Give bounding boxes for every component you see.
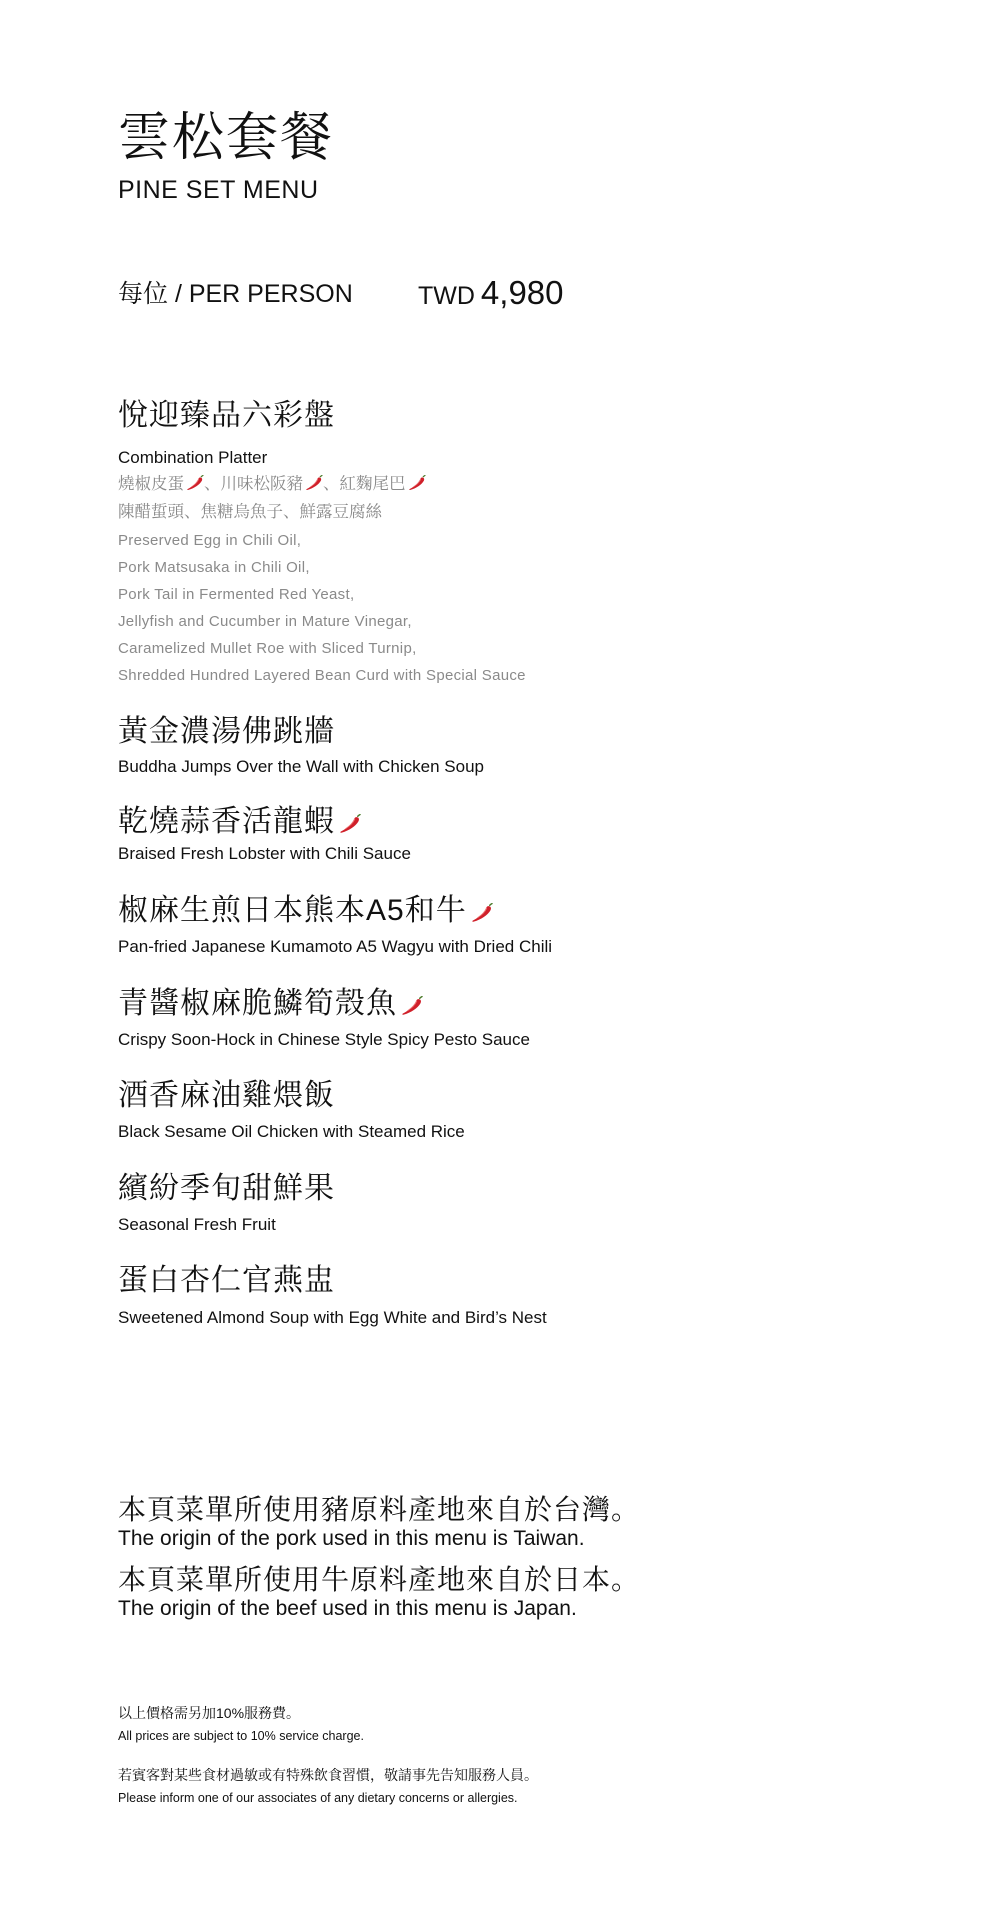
chili-pepper-icon [305, 475, 323, 491]
dish-name-en: Buddha Jumps Over the Wall with Chicken Soup [118, 757, 484, 776]
allergy-note-zh: 若賓客對某些食材過敏或有特殊飲食習慣，敬請事先告知服務人員。 [118, 1767, 538, 1783]
menu-title-en: PINE SET MENU [118, 176, 319, 204]
dish-name-zh [118, 989, 423, 1019]
combination-name-zh: 悅迎臻品六彩盤 [118, 399, 335, 432]
origin-note-zh: 本頁菜單所使用牛原料產地來自於日本。 [118, 1564, 641, 1595]
allergy-note-en: Please inform one of our associates of any dietary concerns or allergies. [118, 1791, 518, 1805]
combination-item-zh: 、紅麴尾巴 [323, 475, 406, 493]
combination-item-en: Preserved Egg in Chili Oil, [118, 532, 302, 549]
origin-note-en: The origin of the pork used in this menu is Taiwan. [118, 1527, 585, 1550]
dish-name-en: Crispy Soon-Hock in Chinese Style Spicy Pesto Sauce [118, 1030, 530, 1049]
combination-item-en: Pork Tail in Fermented Red Yeast, [118, 586, 355, 603]
dish-name-en: Braised Fresh Lobster with Chili Sauce [118, 844, 411, 863]
price-currency: TWD [418, 282, 475, 310]
dish-name-zh: 黃金濃湯佛跳牆 [118, 715, 335, 748]
price-amount: 4,980 [480, 274, 564, 311]
combination-item-en: Shredded Hundred Layered Bean Curd with Special Sauce [118, 667, 526, 684]
chili-pepper-icon [339, 814, 361, 834]
chili-pepper-icon [401, 996, 423, 1016]
combination-items-zh-line2: 陳醋蜇頭、焦糖烏魚子、鮮露豆腐絲 [118, 503, 382, 521]
dish-name-en: Pan-fried Japanese Kumamoto A5 Wagyu with Dried Chili [118, 937, 553, 956]
dish-name-zh-text: 青醬椒麻脆鱗筍殼魚 [118, 987, 397, 1020]
combination-item-zh: 、川味松阪豬 [204, 475, 303, 493]
chili-pepper-icon [408, 475, 426, 491]
dish-name-zh: 蛋白杏仁官燕盅 [118, 1264, 335, 1297]
service-charge-note-en: All prices are subject to 10% service charge. [118, 1729, 364, 1743]
menu-title-zh: 雲松套餐 [118, 109, 335, 167]
price-label: 每位 / PER PERSON [118, 280, 353, 308]
dish-name-zh [118, 896, 493, 926]
price-value [418, 276, 564, 309]
origin-note-zh: 本頁菜單所使用豬原料產地來自於台灣。 [118, 1494, 641, 1525]
dish-name-zh-text: 椒麻生煎日本熊本A5和牛 [118, 894, 467, 927]
dish-name-en: Sweetened Almond Soup with Egg White and Bird’s Nest [118, 1308, 547, 1327]
dish-name-en: Seasonal Fresh Fruit [118, 1215, 276, 1234]
combination-items-zh-line1 [118, 475, 426, 493]
origin-note-en: The origin of the beef used in this menu is Japan. [118, 1597, 577, 1620]
dish-name-zh: 酒香麻油雞煨飯 [118, 1079, 335, 1112]
chili-pepper-icon [471, 903, 493, 923]
dish-name-zh [118, 807, 361, 837]
combination-item-en: Jellyfish and Cucumber in Mature Vinegar, [118, 613, 412, 630]
combination-item-zh: 燒椒皮蛋 [118, 475, 184, 493]
combination-name-en: Combination Platter [118, 448, 268, 467]
dish-name-zh-text: 乾燒蒜香活龍蝦 [118, 805, 335, 838]
combination-item-en: Caramelized Mullet Roe with Sliced Turnip, [118, 640, 417, 657]
dish-name-zh: 繽紛季旬甜鮮果 [118, 1172, 335, 1205]
service-charge-note-zh: 以上價格需另加10%服務費。 [118, 1705, 301, 1721]
dish-name-en: Black Sesame Oil Chicken with Steamed Rice [118, 1122, 465, 1141]
chili-pepper-icon [186, 475, 204, 491]
combination-item-en: Pork Matsusaka in Chili Oil, [118, 559, 310, 576]
